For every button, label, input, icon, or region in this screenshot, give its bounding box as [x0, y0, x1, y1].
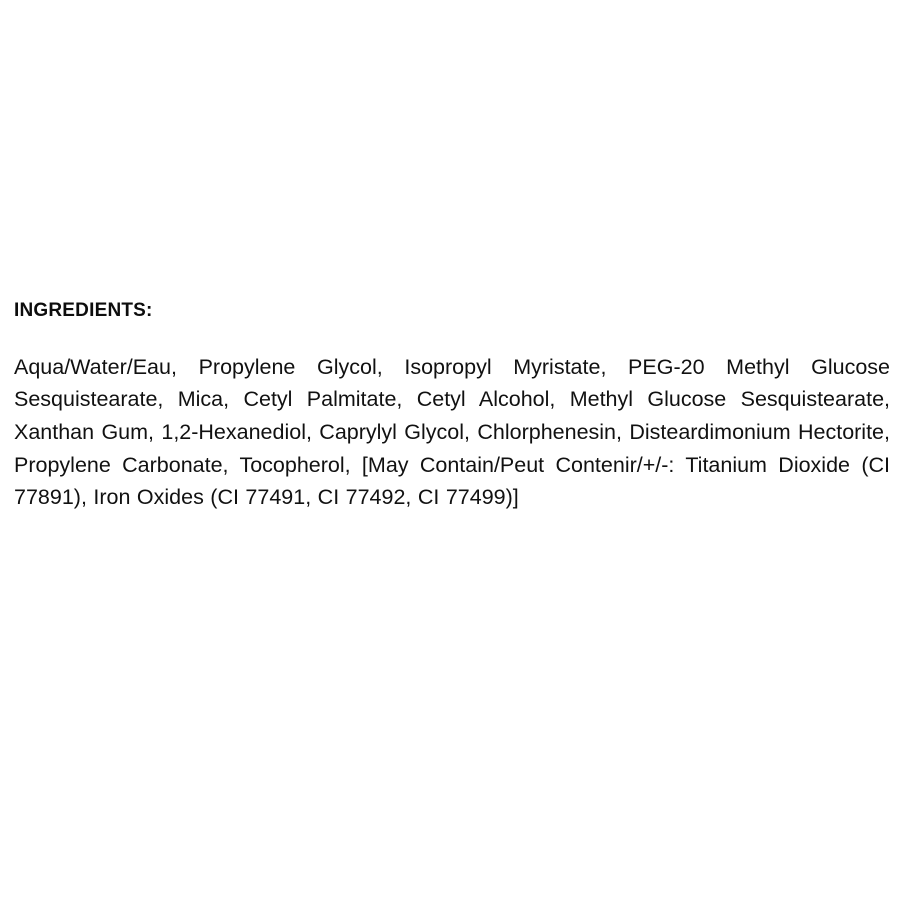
ingredients-heading: INGREDIENTS:: [14, 300, 153, 321]
ingredients-block: [14, 300, 890, 514]
ingredients-list-text: Aqua/Water/Eau, Propylene Glycol, Isopropyl Myristate, PEG-20 Methyl Glucose Sesquistearate, Mica, Cetyl Palmitate, Cetyl Alcohol, Methyl Glucose Sesquistearate, Xanthan Gum, 1,2-Hexanediol, Caprylyl Glycol, Chlorphenesin, Disteardimonium Hectorite, Propylene Carbonate, Tocopherol, [May Contain/Peut Contenir/+/-: Titanium Dioxide (CI 77891), Iron Oxides (CI 77491, CI 77492, CI 77499)]: [14, 354, 890, 510]
